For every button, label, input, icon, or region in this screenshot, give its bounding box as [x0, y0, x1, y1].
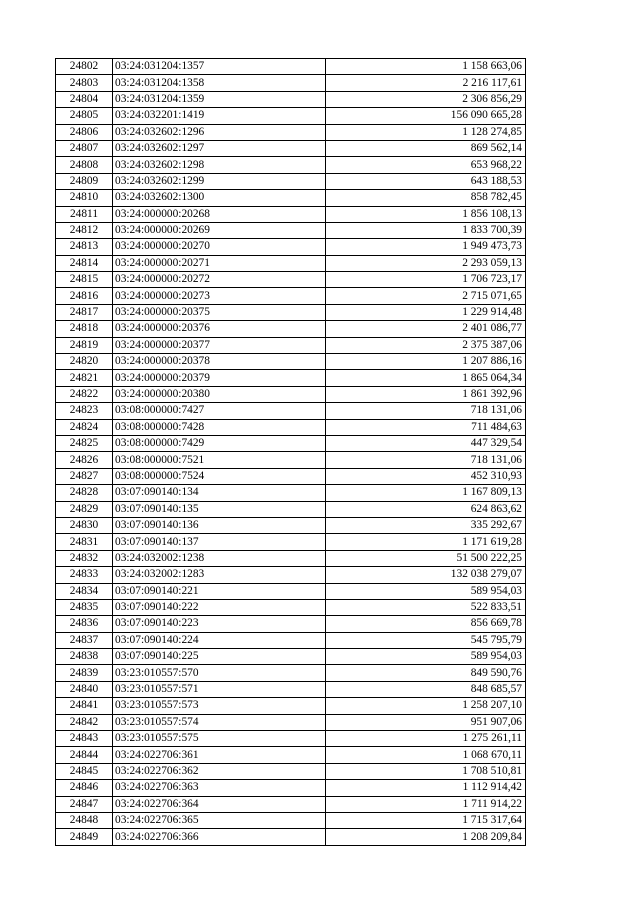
cadastral-number-cell: 03:07:090140:221 — [113, 583, 326, 599]
amount-cell: 1 207 886,16 — [326, 354, 526, 370]
amount-cell: 1 208 209,84 — [326, 829, 526, 845]
table-row — [56, 206, 526, 222]
row-number-cell: 24803 — [56, 75, 113, 91]
amount-cell: 1 856 108,13 — [326, 206, 526, 222]
cadastral-number-cell: 03:08:000000:7521 — [113, 452, 326, 468]
table-row — [56, 649, 526, 665]
table-body — [56, 59, 526, 846]
table-row — [56, 239, 526, 255]
table-row — [56, 75, 526, 91]
cadastral-number-cell: 03:24:022706:365 — [113, 812, 326, 828]
row-number-cell: 24815 — [56, 272, 113, 288]
table-row — [56, 812, 526, 828]
row-number-cell: 24825 — [56, 435, 113, 451]
table-row — [56, 485, 526, 501]
cadastral-number-cell: 03:23:010557:575 — [113, 731, 326, 747]
amount-cell: 718 131,06 — [326, 452, 526, 468]
cadastral-number-cell: 03:24:032602:1296 — [113, 124, 326, 140]
table-row — [56, 354, 526, 370]
amount-cell: 1 706 723,17 — [326, 272, 526, 288]
table-row — [56, 501, 526, 517]
amount-cell: 951 907,06 — [326, 714, 526, 730]
table-row — [56, 681, 526, 697]
table-row — [56, 763, 526, 779]
table-row — [56, 190, 526, 206]
row-number-cell: 24811 — [56, 206, 113, 222]
amount-cell: 522 833,51 — [326, 599, 526, 615]
row-number-cell: 24849 — [56, 829, 113, 845]
row-number-cell: 24804 — [56, 91, 113, 107]
row-number-cell: 24806 — [56, 124, 113, 140]
row-number-cell: 24828 — [56, 485, 113, 501]
amount-cell: 452 310,93 — [326, 468, 526, 484]
amount-cell: 858 782,45 — [326, 190, 526, 206]
cadastral-number-cell: 03:24:032002:1283 — [113, 567, 326, 583]
cadastral-number-cell: 03:23:010557:570 — [113, 665, 326, 681]
table-row — [56, 435, 526, 451]
cadastral-number-cell: 03:24:000000:20269 — [113, 222, 326, 238]
amount-cell: 849 590,76 — [326, 665, 526, 681]
amount-cell: 1 865 064,34 — [326, 370, 526, 386]
amount-cell: 1 708 510,81 — [326, 763, 526, 779]
row-number-cell: 24819 — [56, 337, 113, 353]
amount-cell: 447 329,54 — [326, 435, 526, 451]
row-number-cell: 24839 — [56, 665, 113, 681]
table-row — [56, 157, 526, 173]
row-number-cell: 24824 — [56, 419, 113, 435]
row-number-cell: 24848 — [56, 812, 113, 828]
cadastral-number-cell: 03:24:000000:20380 — [113, 386, 326, 402]
row-number-cell: 24827 — [56, 468, 113, 484]
cadastral-number-cell: 03:24:000000:20271 — [113, 255, 326, 271]
cadastral-number-cell: 03:07:090140:222 — [113, 599, 326, 615]
amount-cell: 589 954,03 — [326, 649, 526, 665]
row-number-cell: 24802 — [56, 59, 113, 75]
table-row — [56, 288, 526, 304]
amount-cell: 1 861 392,96 — [326, 386, 526, 402]
cadastral-number-cell: 03:24:000000:20376 — [113, 321, 326, 337]
table-row — [56, 452, 526, 468]
cadastral-number-cell: 03:24:032002:1238 — [113, 550, 326, 566]
amount-cell: 1 715 317,64 — [326, 812, 526, 828]
row-number-cell: 24823 — [56, 403, 113, 419]
table-row — [56, 731, 526, 747]
row-number-cell: 24818 — [56, 321, 113, 337]
table-row — [56, 222, 526, 238]
amount-cell: 643 188,53 — [326, 173, 526, 189]
amount-cell: 2 715 071,65 — [326, 288, 526, 304]
amount-cell: 589 954,03 — [326, 583, 526, 599]
amount-cell: 545 795,79 — [326, 632, 526, 648]
table-row — [56, 616, 526, 632]
table-row — [56, 272, 526, 288]
table-row — [56, 517, 526, 533]
row-number-cell: 24841 — [56, 698, 113, 714]
amount-cell: 1 949 473,73 — [326, 239, 526, 255]
amount-cell: 335 292,67 — [326, 517, 526, 533]
amount-cell: 1 112 914,42 — [326, 780, 526, 796]
cadastral-number-cell: 03:24:032201:1419 — [113, 108, 326, 124]
row-number-cell: 24837 — [56, 632, 113, 648]
table-row — [56, 403, 526, 419]
table-row — [56, 632, 526, 648]
table-row — [56, 59, 526, 75]
amount-cell: 1 275 261,11 — [326, 731, 526, 747]
cadastral-number-cell: 03:24:000000:20270 — [113, 239, 326, 255]
amount-cell: 132 038 279,07 — [326, 567, 526, 583]
row-number-cell: 24813 — [56, 239, 113, 255]
table-row — [56, 419, 526, 435]
cadastral-number-cell: 03:24:022706:363 — [113, 780, 326, 796]
cadastral-number-cell: 03:24:000000:20377 — [113, 337, 326, 353]
cadastral-number-cell: 03:24:031204:1357 — [113, 59, 326, 75]
row-number-cell: 24844 — [56, 747, 113, 763]
cadastral-number-cell: 03:24:031204:1358 — [113, 75, 326, 91]
cadastral-number-cell: 03:24:000000:20273 — [113, 288, 326, 304]
table-row — [56, 714, 526, 730]
cadastral-number-cell: 03:24:000000:20379 — [113, 370, 326, 386]
cadastral-number-cell: 03:23:010557:571 — [113, 681, 326, 697]
cadastral-number-cell: 03:24:022706:361 — [113, 747, 326, 763]
cadastral-number-cell: 03:23:010557:573 — [113, 698, 326, 714]
table-row — [56, 173, 526, 189]
row-number-cell: 24829 — [56, 501, 113, 517]
table-row — [56, 321, 526, 337]
cadastral-number-cell: 03:24:000000:20268 — [113, 206, 326, 222]
table-row — [56, 337, 526, 353]
amount-cell: 1 068 670,11 — [326, 747, 526, 763]
amount-cell: 1 258 207,10 — [326, 698, 526, 714]
table-row — [56, 698, 526, 714]
cadastral-number-cell: 03:24:000000:20272 — [113, 272, 326, 288]
table-row — [56, 534, 526, 550]
row-number-cell: 24835 — [56, 599, 113, 615]
cadastral-number-cell: 03:24:032602:1299 — [113, 173, 326, 189]
amount-cell: 1 711 914,22 — [326, 796, 526, 812]
cadastral-number-cell: 03:24:032602:1297 — [113, 140, 326, 156]
row-number-cell: 24847 — [56, 796, 113, 812]
table-row — [56, 550, 526, 566]
cadastral-number-cell: 03:08:000000:7524 — [113, 468, 326, 484]
amount-cell: 2 216 117,61 — [326, 75, 526, 91]
amount-cell: 718 131,06 — [326, 403, 526, 419]
table-row — [56, 583, 526, 599]
row-number-cell: 24820 — [56, 354, 113, 370]
row-number-cell: 24821 — [56, 370, 113, 386]
row-number-cell: 24822 — [56, 386, 113, 402]
amount-cell: 2 375 387,06 — [326, 337, 526, 353]
cadastral-number-cell: 03:08:000000:7429 — [113, 435, 326, 451]
cadastral-number-cell: 03:24:022706:364 — [113, 796, 326, 812]
amount-cell: 2 306 856,29 — [326, 91, 526, 107]
row-number-cell: 24814 — [56, 255, 113, 271]
cadastral-number-cell: 03:24:022706:366 — [113, 829, 326, 845]
cadastral-number-cell: 03:24:000000:20375 — [113, 304, 326, 320]
cadastral-number-cell: 03:07:090140:134 — [113, 485, 326, 501]
cadastral-number-cell: 03:07:090140:137 — [113, 534, 326, 550]
amount-cell: 2 401 086,77 — [326, 321, 526, 337]
amount-cell: 1 167 809,13 — [326, 485, 526, 501]
table-row — [56, 567, 526, 583]
row-number-cell: 24826 — [56, 452, 113, 468]
cadastral-number-cell: 03:07:090140:225 — [113, 649, 326, 665]
cadastral-number-cell: 03:07:090140:135 — [113, 501, 326, 517]
row-number-cell: 24833 — [56, 567, 113, 583]
table-row — [56, 599, 526, 615]
amount-cell: 1 833 700,39 — [326, 222, 526, 238]
amount-cell: 869 562,14 — [326, 140, 526, 156]
table-row — [56, 665, 526, 681]
row-number-cell: 24807 — [56, 140, 113, 156]
row-number-cell: 24836 — [56, 616, 113, 632]
cadastral-value-table — [55, 58, 526, 846]
amount-cell: 624 863,62 — [326, 501, 526, 517]
row-number-cell: 24838 — [56, 649, 113, 665]
cadastral-number-cell: 03:07:090140:136 — [113, 517, 326, 533]
row-number-cell: 24812 — [56, 222, 113, 238]
cadastral-number-cell: 03:24:000000:20378 — [113, 354, 326, 370]
row-number-cell: 24840 — [56, 681, 113, 697]
amount-cell: 2 293 059,13 — [326, 255, 526, 271]
table-row — [56, 304, 526, 320]
row-number-cell: 24834 — [56, 583, 113, 599]
row-number-cell: 24816 — [56, 288, 113, 304]
row-number-cell: 24842 — [56, 714, 113, 730]
row-number-cell: 24817 — [56, 304, 113, 320]
cadastral-number-cell: 03:08:000000:7427 — [113, 403, 326, 419]
cadastral-number-cell: 03:08:000000:7428 — [113, 419, 326, 435]
row-number-cell: 24845 — [56, 763, 113, 779]
table-row — [56, 255, 526, 271]
amount-cell: 1 158 663,06 — [326, 59, 526, 75]
amount-cell: 51 500 222,25 — [326, 550, 526, 566]
row-number-cell: 24843 — [56, 731, 113, 747]
table-row — [56, 91, 526, 107]
table-row — [56, 796, 526, 812]
cadastral-number-cell: 03:24:031204:1359 — [113, 91, 326, 107]
table-row — [56, 370, 526, 386]
cadastral-number-cell: 03:23:010557:574 — [113, 714, 326, 730]
cadastral-number-cell: 03:07:090140:224 — [113, 632, 326, 648]
amount-cell: 653 968,22 — [326, 157, 526, 173]
row-number-cell: 24846 — [56, 780, 113, 796]
table-row — [56, 468, 526, 484]
row-number-cell: 24805 — [56, 108, 113, 124]
row-number-cell: 24830 — [56, 517, 113, 533]
amount-cell: 848 685,57 — [326, 681, 526, 697]
amount-cell: 1 128 274,85 — [326, 124, 526, 140]
row-number-cell: 24810 — [56, 190, 113, 206]
amount-cell: 156 090 665,28 — [326, 108, 526, 124]
table-row — [56, 780, 526, 796]
row-number-cell: 24832 — [56, 550, 113, 566]
table-row — [56, 140, 526, 156]
cadastral-number-cell: 03:07:090140:223 — [113, 616, 326, 632]
amount-cell: 1 229 914,48 — [326, 304, 526, 320]
cadastral-number-cell: 03:24:022706:362 — [113, 763, 326, 779]
table-row — [56, 386, 526, 402]
amount-cell: 856 669,78 — [326, 616, 526, 632]
table-row — [56, 829, 526, 845]
table-row — [56, 108, 526, 124]
row-number-cell: 24808 — [56, 157, 113, 173]
table-row — [56, 747, 526, 763]
cadastral-number-cell: 03:24:032602:1298 — [113, 157, 326, 173]
row-number-cell: 24809 — [56, 173, 113, 189]
amount-cell: 1 171 619,28 — [326, 534, 526, 550]
cadastral-number-cell: 03:24:032602:1300 — [113, 190, 326, 206]
amount-cell: 711 484,63 — [326, 419, 526, 435]
row-number-cell: 24831 — [56, 534, 113, 550]
table-row — [56, 124, 526, 140]
